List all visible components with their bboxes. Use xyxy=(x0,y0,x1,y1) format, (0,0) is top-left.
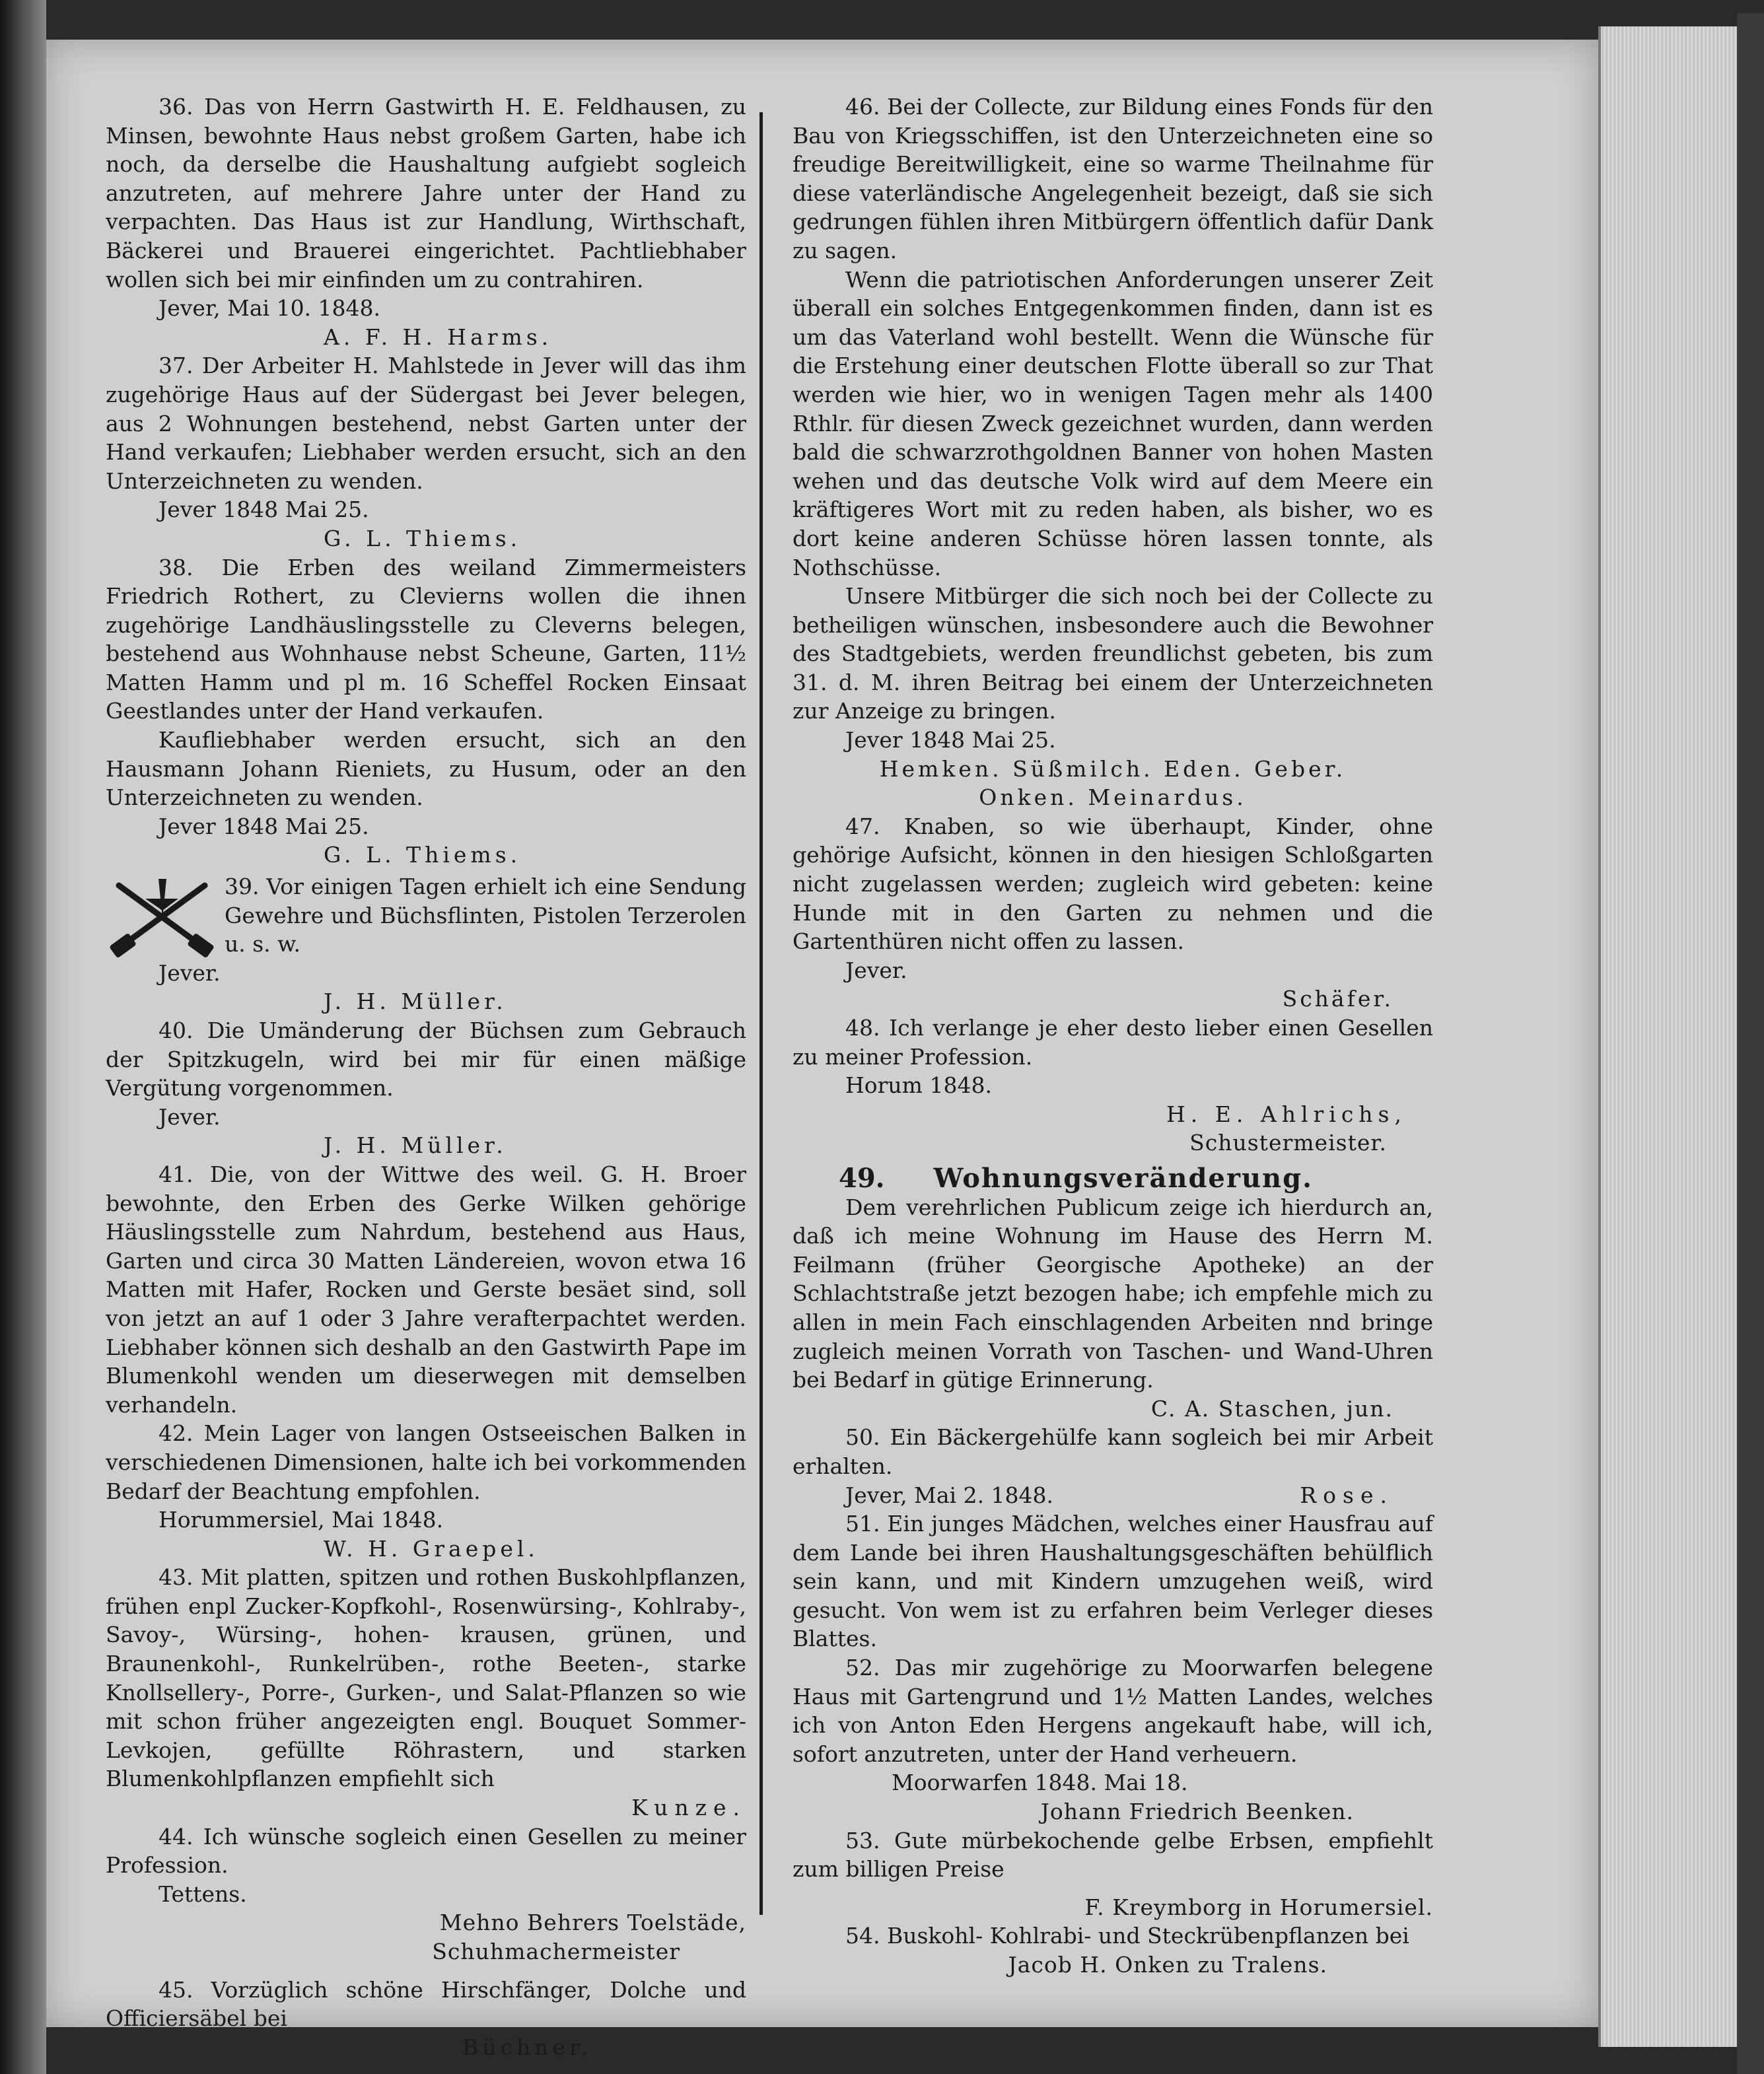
ad-54 xyxy=(793,1921,1433,1979)
ad-signature-title: Schuhmachermeister xyxy=(432,1939,680,1964)
ad-42 xyxy=(106,1419,746,1563)
ad-48 xyxy=(793,1014,1433,1158)
ad-40 xyxy=(106,1016,746,1160)
ad-text: 46. Bei der Collecte, zur Bildung eines Fonds für den Bau von Kriegsschiffen, ist den Unterzeichneten eine so freudige Bereitwilligkeit, eine so warme Theilnahme für diese vaterländische Angelegenheit bezeigt, daß sie sich gedrungen fühlen ihren Mitbürgern öffentlich dafür Dank zu sagen. xyxy=(793,94,1433,263)
ad-text: 47. Knaben, so wie überhaupt, Kinder, ohne gehörige Aufsicht, können in den hiesigen Schloßgarten nicht zugelassen werden; zugleich wird gebeten: keine Hunde mit in den Garten zu nehmen und die Gartenthüren nicht offen zu lassen. xyxy=(793,813,1433,955)
page-edges xyxy=(1598,26,1740,2047)
ad-text: 39. Vor einigen Tagen erhielt ich eine Sendung Gewehre und Büchsflinten, Pistolen Terzerolen u. s. w. xyxy=(225,874,746,957)
ad-place: Jever. xyxy=(845,957,907,983)
ad-signature: W. H. Graepel. xyxy=(324,1535,539,1562)
ad-text: 44. Ich wünsche sogleich einen Gesellen zu meiner Profession. xyxy=(106,1823,746,1879)
ad-place: Jever, Mai 10. 1848. xyxy=(159,295,381,322)
ad-text: 52. Das mir zugehörige zu Moorwarfen belegene Haus mit Gartengrund und 1½ Matten Landes, welches ich von Anton Eden Hergens angekauft habe, will ich, sofort anzutreten, unter der Hand verheuern. xyxy=(793,1655,1433,1767)
ad-signature: Schäfer. xyxy=(1282,986,1394,1012)
ad-text: 51. Ein junges Mädchen, welches einer Hausfrau auf dem Lande bei ihren Haushaltungsgeschäften behülflich sein kann, und mit Kindern umzugehen weiß, wird gesucht. Von wem ist zu erfahren beim Verleger dieses Blattes. xyxy=(793,1511,1433,1652)
ad-signature: Kunze. xyxy=(631,1795,746,1821)
ad-place: Moorwarfen 1848. Mai 18. xyxy=(892,1770,1188,1796)
ad-text: 43. Mit platten, spitzen und rothen Buskohlpflanzen, frühen enpl Zucker-Kopfkohl-, Rosenwürsing-, Kohlraby-, Savoy-, Würsing-, hohen- krausen, grünen, und Braunenkohl-, Runkelrüben-, rothe Beeten-, starke Knollsellery-, Porre-, Gurken-, und Salat-Pflanzen so wie mit schon früher angezeigten engl. Bouquet Sommer-Levkojen, gefüllte Röhrastern, und starken Blumenkohlpflanzen empfiehlt sich xyxy=(106,1564,746,1792)
ad-text: 38. Die Erben des weiland Zimmermeisters Friedrich Rothert, zu Clevierns wollen die ihnen zugehörige Landhäuslingsstelle zu Cleverns belegen, bestehend aus Wohnhause nebst Scheune, Garten, 11½ Matten Hamm und pl m. 16 Scheffel Rocken Einsaat Geestlandes unter der Hand verkaufen. xyxy=(106,554,746,724)
ad-text: 45. Vorzüglich schöne Hirschfänger, Dolche und Officiersäbel bei xyxy=(106,1976,746,2032)
ad-text: 54. Buskohl- Kohlrabi- und Steckrübenpflanzen bei xyxy=(845,1923,1409,1949)
ad-53 xyxy=(793,1826,1433,1922)
ad-51 xyxy=(793,1509,1433,1653)
ad-place: Jever 1848 Mai 25. xyxy=(159,497,369,523)
ad-signature: Mehno Behrers Toelstäde, xyxy=(439,1910,746,1936)
crossed-rifles-icon xyxy=(106,872,218,958)
ad-heading xyxy=(793,1164,1433,1193)
ad-text: 40. Die Umänderung der Büchsen zum Gebrauch der Spitzkugeln, wird bei mir für einen mäßige Vergütung vorgenommen. xyxy=(106,1018,746,1101)
book-gutter xyxy=(0,0,46,2074)
ad-place: Horummersiel, Mai 1848. xyxy=(159,1507,444,1533)
ad-text: 50. Ein Bäckergehülfe kann sogleich bei mir Arbeit erhalten. xyxy=(793,1424,1433,1479)
ad-signature: Jacob H. Onken zu Tralens. xyxy=(1008,1952,1327,1978)
ad-50 xyxy=(793,1423,1433,1509)
ad-place: Jever 1848 Mai 25. xyxy=(159,813,369,839)
ad-place: Jever, Mai 2. 1848. xyxy=(845,1482,1054,1508)
column-divider xyxy=(759,112,763,1915)
ad-39 xyxy=(106,872,746,1016)
ad-text-3: Unsere Mitbürger die sich noch bei der Collecte zu betheiligen wünschen, insbesondere auch die Bewohner des Stadtgebiets, werden freundlichst gebeten, bis zum 31. d. M. ihren Beitrag bei einem der Unterzeichneten zur Anzeige zu bringen. xyxy=(793,583,1433,724)
ad-text-2: Kaufliebhaber werden ersucht, sich an den Hausmann Johann Rieniets, zu Husum, oder an den Unterzeichneten zu wenden. xyxy=(106,727,746,811)
right-column xyxy=(793,92,1433,1980)
ad-signature: Hemken. Süßmilch. Eden. Geber. xyxy=(879,755,1347,782)
ad-signature: G. L. Thiems. xyxy=(324,525,522,551)
ad-place: Jever. xyxy=(159,1103,221,1130)
ad-52 xyxy=(793,1653,1433,1826)
ad-36 xyxy=(106,92,746,351)
ad-text: 37. Der Arbeiter H. Mahlstede in Jever will das ihm zugehörige Haus auf der Südergast bei Jever belegen, aus 2 Wohnungen bestehend, nebst Garten unter der Hand verkaufen; Liebhaber werden ersucht, sich an den Unterzeichneten zu wenden. xyxy=(106,353,746,494)
ad-place: Tettens. xyxy=(159,1881,247,1907)
ad-text: 42. Mein Lager von langen Ostseeischen Balken in verschiedenen Dimensionen, halte ich bei vorkommenden Bedarf der Beachtung empfohlen. xyxy=(106,1420,747,1504)
ad-46 xyxy=(793,92,1433,812)
ad-43 xyxy=(106,1563,746,1822)
ad-place: Jever 1848 Mai 25. xyxy=(845,727,1056,753)
ad-text: 36. Das von Herrn Gastwirth H. E. Feldhausen, zu Minsen, bewohnte Haus nebst großem Garten, habe ich noch, da derselbe die Haushaltung aufgiebt sogleich anzutreten, auf mehrere Jahre unter der Hand zu verpachten. Das Haus ist zur Handlung, Wirthschaft, Bäckerei und Brauerei eingerichtet. Pachtliebhaber wollen sich bei mir einfinden um zu contrahiren. xyxy=(106,94,746,293)
ad-signature: J. H. Müller. xyxy=(324,988,507,1015)
ad-number: 49. xyxy=(839,1162,885,1194)
ad-signature-title: Schustermeister. xyxy=(1189,1130,1387,1156)
ad-text-2: Wenn die patriotischen Anforderungen unserer Zeit überall ein solches Entgegenkommen finden, dann ist es um das Vaterland wohl bestellt. Wenn die Wünsche für die Erstehung einer deutschen Flotte überall so zur That werden wie hier, wo in wenigen Tagen mehr als 1400 Rthlr. für diesen Zweck gezeichnet wurden, dann werden bald die schwarzrothgoldnen Banner von hohen Masten wehen und das deutsche Volk wird auf dem Meere ein kräftigeres Wort mit zu reden haben, als bisher, wo es dort keine anderen Schüsse hören lassen tonnte, als Nothschüsse. xyxy=(793,266,1433,580)
ad-signature-2: Onken. Meinardus. xyxy=(979,784,1247,811)
ad-signature: J. H. Müller. xyxy=(324,1132,507,1159)
left-column xyxy=(106,92,746,2061)
ad-text: 53. Gute mürbekochende gelbe Erbsen, empfiehlt zum billigen Preise xyxy=(793,1827,1433,1883)
ad-title: Wohnungsveränderung. xyxy=(933,1162,1314,1194)
ad-signature: A. F. H. Harms. xyxy=(324,324,553,350)
book-cover xyxy=(1737,13,1764,2074)
ad-text: 41. Die, von der Wittwe des weil. G. H. Broer bewohnte, den Erben des Gerke Wilken gehörige Häuslingsstelle zum Nahrdum, bestehend aus Haus, Garten und circa 30 Matten Ländereien, wovon etwa 16 Matten mit Hafer, Rocken und Gerste besäet sind, soll von jetzt an auf 1 oder 3 Jahre verafterpachtet werden. Liebhaber können sich deshalb an den Gastwirth Pape im Blumenkohl wenden um dieserwegen mit demselben verhandeln. xyxy=(106,1161,746,1418)
ad-45 xyxy=(106,1976,746,2062)
ad-41 xyxy=(106,1160,746,1419)
ad-signature: H. E. Ahlrichs, xyxy=(1166,1101,1407,1127)
ad-signature: G. L. Thiems. xyxy=(324,842,522,868)
ad-38 xyxy=(106,553,746,870)
ad-text: 48. Ich verlange je eher desto lieber einen Gesellen zu meiner Profession. xyxy=(793,1015,1433,1070)
ad-signature: Johann Friedrich Beenken. xyxy=(1040,1799,1354,1825)
ad-place: Horum 1848. xyxy=(845,1072,992,1099)
ad-44 xyxy=(106,1822,746,1966)
ad-text: Dem verehrlichen Publicum zeige ich hierdurch an, daß ich meine Wohnung im Hause des Herrn M. Feilmann (früher Georgische Apotheke) an der Schlachtstraße jetzt bezogen habe; ich empfehle mich zu allen in mein Fach einschlagenden Arbeiten nnd bringe zugleich meinen Vorrath von Taschen- und Wand-Uhren bei Bedarf in gütige Erinnerung. xyxy=(793,1194,1433,1393)
ad-place: Jever. xyxy=(159,959,221,986)
ad-signature: Büchner. xyxy=(462,2034,592,2060)
ad-signature: Rose. xyxy=(1300,1482,1394,1508)
ad-49 xyxy=(793,1164,1433,1423)
ad-signature: F. Kreymborg in Horumersiel. xyxy=(1084,1894,1433,1920)
ad-37 xyxy=(106,351,746,553)
ad-47 xyxy=(793,812,1433,1014)
ad-signature: C. A. Staschen, jun. xyxy=(1150,1395,1394,1422)
